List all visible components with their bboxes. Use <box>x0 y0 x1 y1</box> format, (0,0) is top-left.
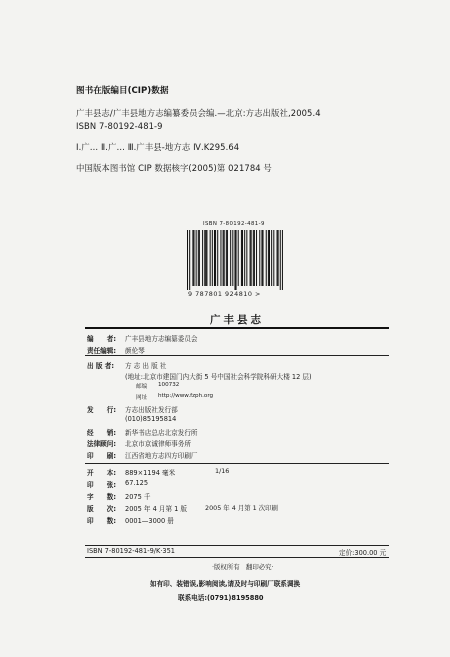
barcode-bars <box>187 230 283 290</box>
printing-value: 2005 年 4 月第 1 次印刷 <box>205 504 278 512</box>
barcode-bar <box>242 230 243 286</box>
cip-line-classification: Ⅰ.广… Ⅱ.广… Ⅲ.广丰县-地方志 Ⅳ.K295.64 <box>76 142 240 152</box>
barcode-bar <box>217 230 218 286</box>
publisher-value: 方 志 出 版 社 <box>125 362 167 370</box>
barcode-bar <box>198 230 199 286</box>
barcode-bar <box>278 230 279 286</box>
barcode-bar <box>199 230 200 286</box>
postcode-value: 100732 <box>158 382 180 388</box>
barcode-digits: 9 787801 924810 > <box>188 290 261 298</box>
divider <box>85 545 389 546</box>
barcode-bar <box>230 230 231 286</box>
barcode-bar <box>261 230 262 286</box>
copyright-notice: ·版权所有 翻印必究· <box>212 563 274 571</box>
edition-value: 2005 年 4 月第 1 版 <box>125 505 188 513</box>
format-label: 开 本: <box>87 469 117 477</box>
barcode-bar <box>196 230 197 286</box>
barcode-bar <box>214 230 215 286</box>
barcode-bar <box>234 230 235 290</box>
distributor-value: 方志出版社发行部 <box>125 406 178 414</box>
barcode-bar <box>256 230 257 286</box>
barcode-bar <box>244 230 245 286</box>
barcode-bar <box>277 230 278 286</box>
barcode-bar <box>226 230 227 286</box>
divider <box>85 355 389 356</box>
divider <box>85 327 389 329</box>
printer-value: 江西省地方志四方印刷厂 <box>125 452 198 460</box>
responsible-editor-value: 颜伦琴 <box>125 347 145 355</box>
publisher-label: 出 版 者: <box>87 362 115 370</box>
barcode-bar <box>227 230 228 286</box>
barcode-bar <box>193 230 194 286</box>
postcode-label: 邮编 <box>136 384 148 390</box>
barcode-bar <box>254 230 255 286</box>
book-title: 广丰县志 <box>210 314 264 326</box>
sheets-value: 67.125 <box>125 479 149 487</box>
legal-adviser-value: 北京市京诚律师事务所 <box>125 440 191 448</box>
cip-heading: 图书在版编目(CIP)数据 <box>76 86 169 96</box>
barcode-bar <box>273 230 274 286</box>
divider <box>85 463 389 464</box>
word-count-value: 2075 千 <box>125 493 151 501</box>
isbn-barcode <box>185 221 285 299</box>
website-label: 网址 <box>136 395 148 401</box>
printer-label: 印 刷: <box>87 452 117 460</box>
price: 定价:300.00 元 <box>339 549 387 557</box>
legal-adviser-label: 法律顾问: <box>87 440 117 448</box>
barcode-bar <box>205 230 206 286</box>
barcode-bar <box>238 230 239 286</box>
barcode-bar <box>212 230 213 286</box>
publisher-address: (地址:北京市建国门内大街 5 号中国社会科学院科研大楼 12 层) <box>125 373 312 381</box>
contact-phone: 联系电话:(0791)8195880 <box>178 594 264 602</box>
format-size: 1/16 <box>215 467 230 475</box>
edition-label: 版 次: <box>87 505 117 513</box>
barcode-bar <box>271 230 272 286</box>
barcode-bar <box>269 230 270 286</box>
seller-value: 新华书店总店北京发行所 <box>125 429 198 437</box>
barcode-bar <box>220 230 221 286</box>
barcode-bar <box>251 230 252 286</box>
distributor-phone: (010)85195814 <box>125 415 177 423</box>
editor-value: 广丰县地方志编纂委员会 <box>125 335 198 343</box>
cip-line-record: 中国版本图书馆 CIP 数据核字(2005)第 021784 号 <box>76 163 272 173</box>
website-value: http://www.fzph.org <box>158 393 214 399</box>
barcode-bar <box>236 230 237 290</box>
cip-line-isbn: ISBN 7-80192-481-9 <box>76 121 163 131</box>
barcode-bar <box>232 230 233 286</box>
barcode-bar <box>259 230 260 286</box>
barcode-bar <box>204 230 205 286</box>
barcode-bar <box>215 230 216 286</box>
barcode-bar <box>253 230 254 286</box>
barcode-bar <box>189 230 190 290</box>
barcode-bar <box>246 230 247 286</box>
barcode-bar <box>223 230 224 286</box>
barcode-bar <box>282 230 283 290</box>
isbn-line: ISBN 7-80192-481-9/K·351 <box>87 547 175 555</box>
divider <box>85 557 389 558</box>
cip-line-title: 广丰县志/广丰县地方志编纂委员会编.—北京:方志出版社,2005.4 <box>76 108 321 118</box>
sheets-label: 印 张: <box>87 481 117 489</box>
barcode-bar <box>187 230 188 290</box>
word-count-label: 字 数: <box>87 493 117 501</box>
barcode-bar <box>280 230 281 290</box>
responsible-editor-label: 责任编辑: <box>87 347 117 355</box>
copies-value: 0001—3000 册 <box>125 517 174 525</box>
barcode-bar <box>192 230 193 286</box>
barcode-bar <box>202 230 203 286</box>
distributor-label: 发 行: <box>87 406 117 414</box>
barcode-bar <box>266 230 267 286</box>
seller-label: 经 销: <box>87 429 117 437</box>
format-value: 889×1194 毫米 <box>125 469 176 477</box>
barcode-bar <box>241 230 242 286</box>
barcode-bar <box>250 230 251 286</box>
barcode-isbn-text: ISBN 7-80192-481-9 <box>203 221 265 227</box>
editor-label: 编 者: <box>87 335 117 343</box>
barcode-bar <box>206 230 207 286</box>
copies-label: 印 数: <box>87 517 117 525</box>
barcode-bar <box>210 230 211 286</box>
defect-notice: 如有印、装错误,影响阅读,请及时与印刷厂联系调换 <box>150 580 301 588</box>
barcode-bar <box>268 230 269 286</box>
barcode-bar <box>224 230 225 286</box>
barcode-bar <box>263 230 264 286</box>
